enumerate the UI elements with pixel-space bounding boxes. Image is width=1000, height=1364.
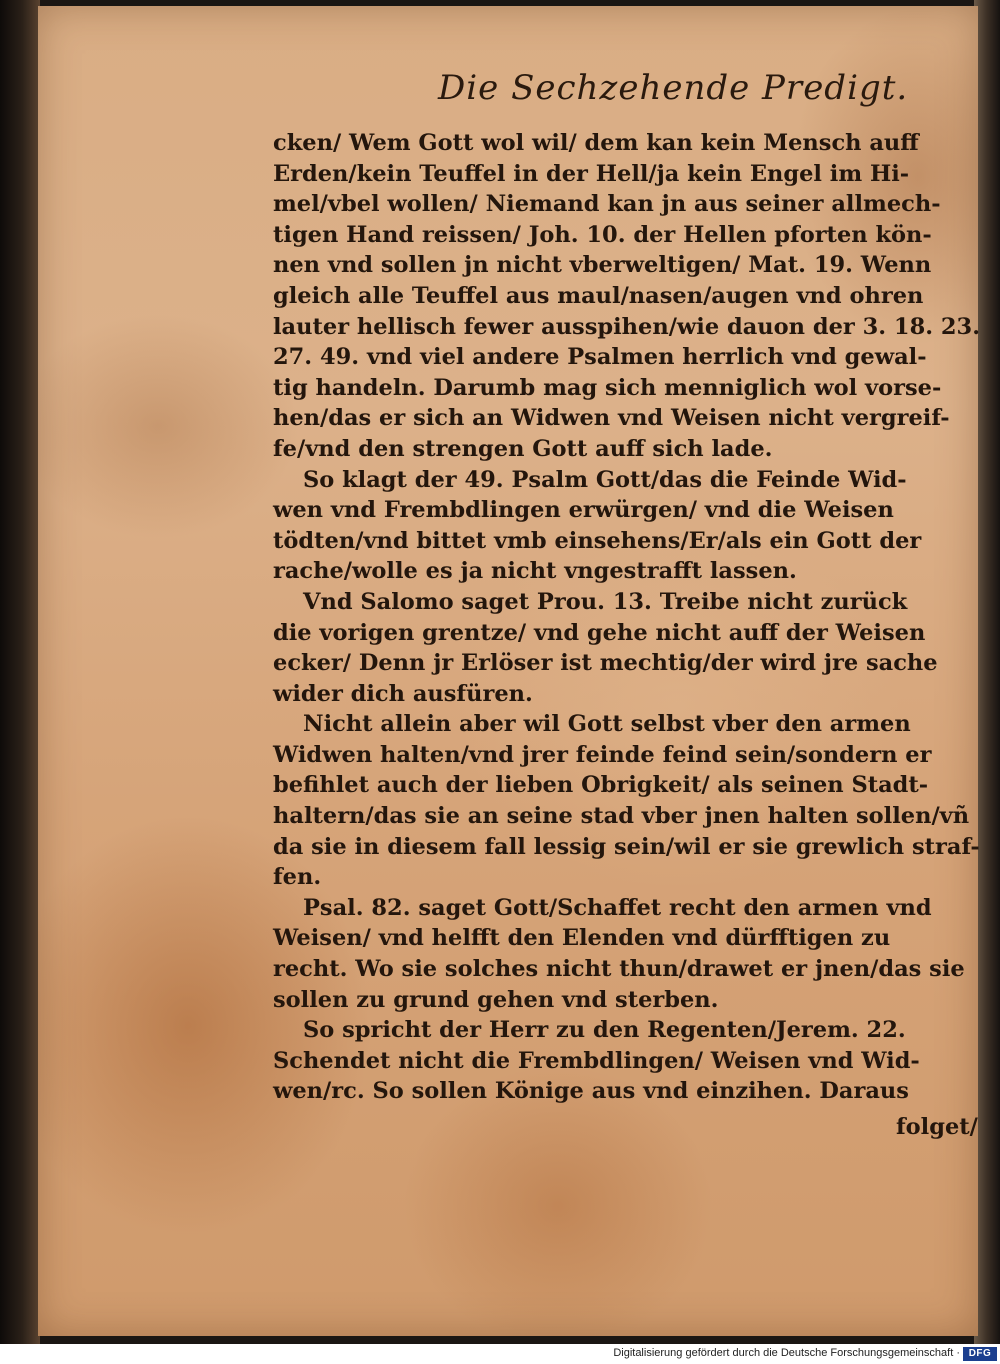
text-line: da sie in diesem fall lessig sein/wil er sie grewlich straf- <box>273 833 980 860</box>
text-line: Weisen/ vnd helfft den Elenden vnd dürfftigen zu <box>273 925 891 952</box>
text-line: wen/rc. So sollen Könige aus vnd einzihen. Daraus <box>273 1078 909 1105</box>
text-line: sollen zu grund gehen vnd sterben. <box>273 986 719 1013</box>
text-line: ecker/ Denn jr Erlöser ist mechtig/der wird jre sache <box>273 650 938 677</box>
text-line: wider dich ausfüren. <box>273 680 533 707</box>
text-line: tigen Hand reissen/ Joh. 10. der Hellen pforten kön- <box>273 221 932 248</box>
text-line: Erden/kein Teuffel in der Hell/ja kein Engel im Hi- <box>273 160 910 187</box>
text-line: Schendet nicht die Frembdlingen/ Weisen vnd Wid- <box>273 1047 920 1074</box>
text-line: 27. 49. vnd viel andere Psalmen herrlich vnd gewal- <box>273 344 927 371</box>
footer-bar <box>0 1344 1000 1364</box>
text-line: Widwen halten/vnd jrer feinde feind sein/sondern er <box>273 741 932 768</box>
text-line: haltern/das sie an seine stad vber jnen halten sollen/vñ <box>273 803 970 830</box>
paper-page <box>38 6 981 1336</box>
text-line: cken/ Wem Gott wol wil/ dem kan kein Mensch auff <box>273 130 919 156</box>
text-line: fen. <box>273 864 322 891</box>
catchword: folget/ <box>896 1114 978 1140</box>
text-line: Vnd Salomo saget Prou. 13. Treibe nicht zurück <box>303 588 908 615</box>
text-line: fe/vnd den strengen Gott auff sich lade. <box>273 435 773 462</box>
text-line: So spricht der Herr zu den Regenten/Jerem. 22. <box>303 1017 906 1044</box>
text-line: befihlet auch der lieben Obrigkeit/ als seinen Stadt- <box>273 772 929 799</box>
text-line: die vorigen grentze/ vnd gehe nicht auff der Weisen <box>273 619 926 646</box>
text-line: lauter hellisch fewer ausspihen/wie dauon der 3. 18. 23. <box>273 313 981 340</box>
text-line: hen/das er sich an Widwen vnd Weisen nicht vergreif- <box>273 405 950 432</box>
text-line: Nicht allein aber wil Gott selbst vber den armen <box>303 711 911 738</box>
funding-notice: Digitalisierung gefördert durch die Deutsche Forschungsgemeinschaft · <box>613 1347 960 1359</box>
text-line: nen vnd sollen jn nicht vberweltigen/ Mat. 19. Wenn <box>273 252 932 279</box>
text-line: rache/wolle es ja nicht vngestrafft lassen. <box>273 558 797 585</box>
body-text <box>273 128 993 1107</box>
text-line: tödten/vnd bittet vmb einsehens/Er/als ein Gott der <box>273 527 922 554</box>
text-line: Psal. 82. saget Gott/Schaffet recht den armen vnd <box>303 894 932 921</box>
dfg-logo: DFG <box>963 1347 997 1361</box>
text-line: So klagt der 49. Psalm Gott/das die Feinde Wid- <box>303 466 907 493</box>
text-line: wen vnd Frembdlingen erwürgen/ vnd die Weisen <box>273 497 894 524</box>
running-header: Die Sechzehende Predigt. <box>438 68 909 108</box>
book-edge-left <box>0 0 40 1344</box>
text-line: mel/vbel wollen/ Niemand kan jn aus seiner allmech- <box>273 191 941 218</box>
text-line: recht. Wo sie solches nicht thun/drawet er jnen/das sie <box>273 956 965 983</box>
text-line: tig handeln. Darumb mag sich menniglich wol vorse- <box>273 374 942 401</box>
text-line: gleich alle Teuffel aus maul/nasen/augen vnd ohren <box>273 282 924 309</box>
